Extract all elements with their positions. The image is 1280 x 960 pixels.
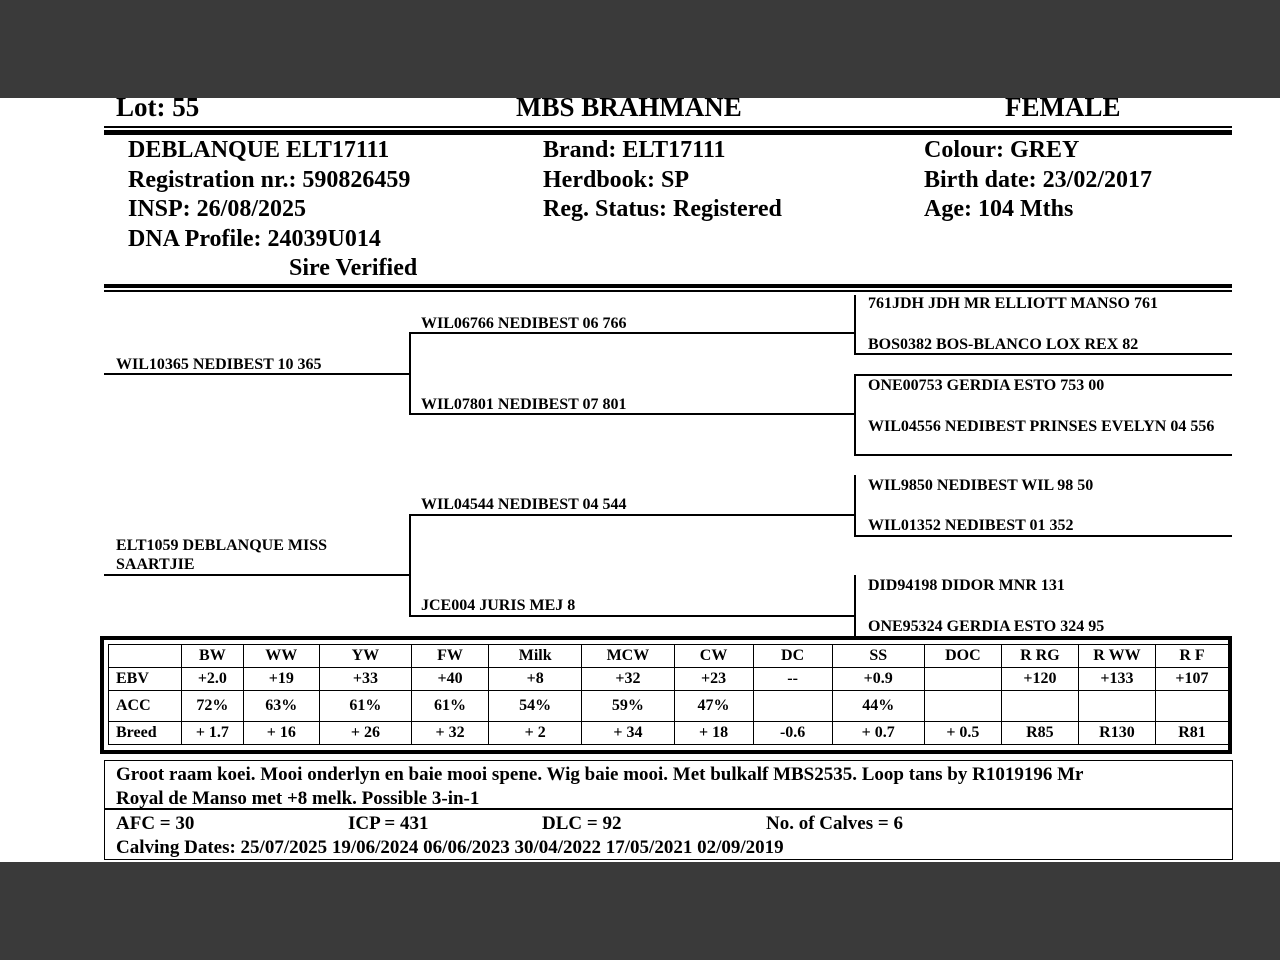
- ebv-cell: R130: [1078, 722, 1155, 745]
- ebv-header-cell: WW: [243, 645, 319, 668]
- icp: ICP = 431: [348, 813, 429, 834]
- ebv-cell: 63%: [243, 691, 319, 722]
- breed-title: MBS BRAHMANE: [516, 92, 742, 122]
- ebv-cell: +133: [1078, 668, 1155, 691]
- ebv-cell: [924, 668, 1001, 691]
- comment-line-1: Groot raam koei. Mooi onderlyn en baie mooi spene. Wig baie mooi. Met bulkalf MBS2535. Loop tans by R1019196 Mr: [116, 764, 1084, 785]
- ebv-cell: + 0.7: [832, 722, 924, 745]
- ebv-cell: 59%: [582, 691, 674, 722]
- ebv-cell: + 1.7: [181, 722, 243, 745]
- ebv-cell: +120: [1001, 668, 1078, 691]
- ebv-row-acc: [109, 691, 1229, 722]
- calving-dates: Calving Dates: 25/07/2025 19/06/2024 06/06/2023 30/04/2022 17/05/2021 02/09/2019: [116, 837, 784, 858]
- birth-date: Birth date: 23/02/2017: [924, 166, 1152, 193]
- ebv-cell: [1155, 691, 1228, 722]
- ebv-cell: -0.6: [753, 722, 832, 745]
- comments-text: [116, 763, 1083, 811]
- ebv-cell: + 32: [412, 722, 489, 745]
- ebv-cell: 54%: [489, 691, 582, 722]
- pedigree-sire-sire: WIL06766 NEDIBEST 06 766: [421, 315, 627, 332]
- ebv-cell: [1001, 691, 1078, 722]
- ebv-cell: [1078, 691, 1155, 722]
- header-rule-thin: [104, 126, 1232, 128]
- ebv-cell: +107: [1155, 668, 1228, 691]
- ebv-cell: ACC: [109, 691, 182, 722]
- lot-sheet: [0, 92, 1280, 862]
- ebv-cell: +8: [489, 668, 582, 691]
- animal-info-right: [924, 136, 1152, 225]
- pedigree-ssd: BOS0382 BOS-BLANCO LOX REX 82: [868, 336, 1139, 353]
- ebv-cell: --: [753, 668, 832, 691]
- animal-info-left: [128, 136, 417, 284]
- brand: Brand: ELT17111: [543, 137, 726, 163]
- insp-date: INSP: 26/08/2025: [128, 196, 307, 222]
- sex-label: FEMALE: [1005, 92, 1121, 122]
- ebv-cell: +40: [412, 668, 489, 691]
- pedigree-dam-dam: JCE004 JURIS MEJ 8: [421, 597, 576, 614]
- ebv-table: [108, 644, 1229, 745]
- ebv-cell: +19: [243, 668, 319, 691]
- pedigree-ddd: ONE95324 GERDIA ESTO 324 95: [868, 618, 1105, 635]
- ebv-cell: 61%: [412, 691, 489, 722]
- pedigree-sire: WIL10365 NEDIBEST 10 365: [116, 356, 322, 373]
- ebv-row-ebv: [109, 668, 1229, 691]
- ebv-cell: [753, 691, 832, 722]
- sire-bracket: [409, 332, 411, 414]
- ebv-cell: + 16: [243, 722, 319, 745]
- ebv-header-cell: R F: [1155, 645, 1228, 668]
- ebv-cell: 61%: [319, 691, 411, 722]
- ebv-cell: +0.9: [832, 668, 924, 691]
- dss-line: [854, 454, 1232, 456]
- ebv-cell: + 34: [582, 722, 674, 745]
- pedigree-sss: 761JDH JDH MR ELLIOTT MANSO 761: [868, 295, 1158, 312]
- pedigree-dam-sire: WIL04544 NEDIBEST 04 544: [421, 496, 627, 513]
- ebv-cell: +23: [674, 668, 753, 691]
- pedigree-sdd: WIL04556 NEDIBEST PRINSES EVELYN 04 556: [868, 418, 1215, 435]
- ebv-cell: 47%: [674, 691, 753, 722]
- pedigree-dss: WIL9850 NEDIBEST WIL 98 50: [868, 477, 1094, 494]
- pedigree-dam: ELT1059 DEBLANQUE MISS SAARTJIE: [116, 537, 328, 573]
- ebv-cell: + 2: [489, 722, 582, 745]
- pedigree-sire-dam: WIL07801 NEDIBEST 07 801: [421, 396, 627, 413]
- ebv-cell: R85: [1001, 722, 1078, 745]
- dds-line: [854, 535, 1232, 537]
- ebv-header-cell: MCW: [582, 645, 674, 668]
- ds-line: [409, 514, 855, 516]
- registration-number: Registration nr.: 590826459: [128, 166, 411, 193]
- animal-name: DEBLANQUE ELT17111: [128, 137, 390, 163]
- herdbook: Herdbook: SP: [543, 166, 690, 193]
- sire-verified: Sire Verified: [289, 255, 418, 281]
- ss-bracket: [854, 295, 856, 353]
- dd-bracket: [854, 575, 856, 636]
- ebv-header-cell: BW: [181, 645, 243, 668]
- ebv-header-cell: FW: [412, 645, 489, 668]
- ebv-cell: Breed: [109, 722, 182, 745]
- ebv-header-cell: Milk: [489, 645, 582, 668]
- number-of-calves: No. of Calves = 6: [766, 813, 903, 834]
- ebv-cell: 72%: [181, 691, 243, 722]
- ebv-header-cell: DOC: [924, 645, 1001, 668]
- info-rule-thin: [104, 290, 1232, 292]
- ebv-header-cell: R RG: [1001, 645, 1078, 668]
- ebv-cell: + 0.5: [924, 722, 1001, 745]
- ebv-header-cell: SS: [832, 645, 924, 668]
- ebv-header-cell: R WW: [1078, 645, 1155, 668]
- ebv-cell: + 18: [674, 722, 753, 745]
- ebv-header-row: [109, 645, 1229, 668]
- header-rule-thick: [104, 130, 1232, 135]
- ebv-header-cell: YW: [319, 645, 411, 668]
- pedigree-dds: DID94198 DIDOR MNR 131: [868, 577, 1065, 594]
- pedigree-sds: ONE00753 GERDIA ESTO 753 00: [868, 377, 1105, 394]
- animal-info-middle: [543, 136, 782, 225]
- ebv-cell: EBV: [109, 668, 182, 691]
- info-rule-thick: [104, 284, 1232, 288]
- ebv-cell: +32: [582, 668, 674, 691]
- ebv-cell: +2.0: [181, 668, 243, 691]
- ebv-cell: + 26: [319, 722, 411, 745]
- comment-line-2: Royal de Manso met +8 melk. Possible 3-in-1: [116, 788, 480, 809]
- afc: AFC = 30: [116, 813, 195, 834]
- ds-bracket: [854, 475, 856, 535]
- colour: Colour: GREY: [924, 137, 1080, 163]
- dam-line: [104, 574, 410, 576]
- age: Age: 104 Mths: [924, 196, 1074, 222]
- dd-line: [409, 615, 855, 617]
- reg-status: Reg. Status: Registered: [543, 196, 782, 222]
- dna-profile: DNA Profile: 24039U014: [128, 225, 381, 252]
- ebv-header-cell: [109, 645, 182, 668]
- lot-number: Lot: 55: [116, 92, 200, 122]
- pedigree-dsd: WIL01352 NEDIBEST 01 352: [868, 517, 1074, 534]
- sd-bracket: [854, 374, 856, 454]
- ebv-cell: R81: [1155, 722, 1228, 745]
- ebv-row-breed: [109, 722, 1229, 745]
- ebv-cell: 44%: [832, 691, 924, 722]
- ebv-header-cell: DC: [753, 645, 832, 668]
- ebv-header-cell: CW: [674, 645, 753, 668]
- ebv-cell: [924, 691, 1001, 722]
- dlc: DLC = 92: [542, 813, 622, 834]
- dam-bracket: [409, 514, 411, 616]
- ebv-cell: +33: [319, 668, 411, 691]
